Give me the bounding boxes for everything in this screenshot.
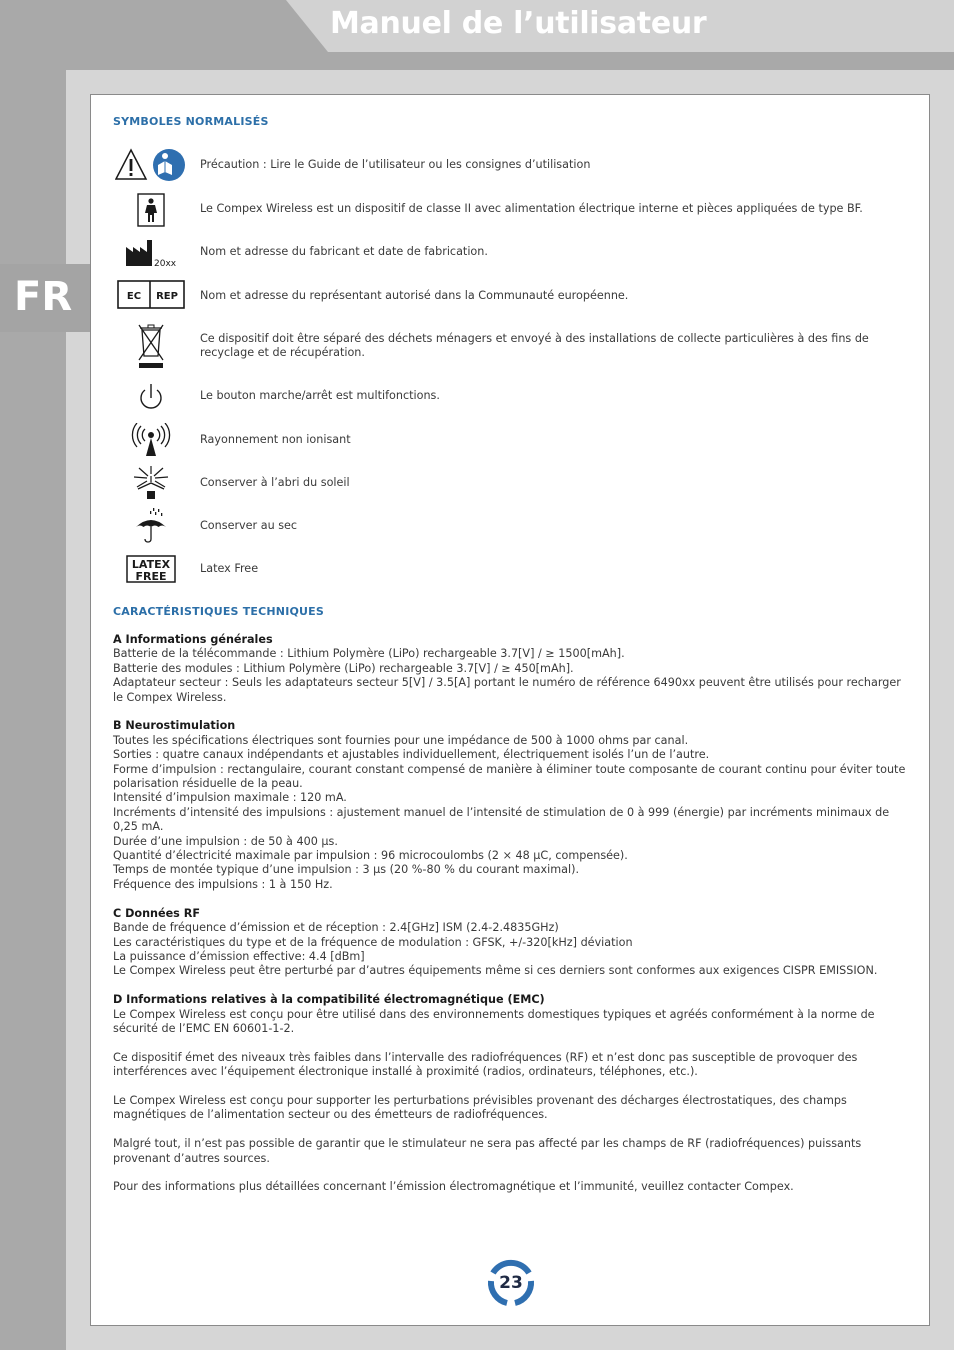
spec-line: Durée d’une impulsion : de 50 à 400 µs. (113, 834, 338, 848)
spec-paragraph: Pour des informations plus détaillées concernant l’émission électromagnétique et l’immunité, veuillez contacter Compex. (113, 1180, 794, 1194)
spec-line: Quantité d’électricité maximale par impulsion : 96 microcoulombs (2 × 48 µC, compensée). (113, 849, 628, 863)
page-title: Manuel de l’utilisateur (330, 6, 707, 41)
power-icon (111, 382, 191, 418)
symbol-description: Le Compex Wireless est un dispositif de classe II avec alimentation électrique interne et pièces appliquées de type BF. (200, 202, 863, 215)
sun-icon (111, 465, 191, 505)
symbol-description: Le bouton marche/arrêt est multifonctions. (200, 389, 440, 402)
warning-manual-icon (111, 147, 191, 187)
rep-label: REP (156, 291, 178, 302)
spec-paragraph: Le Compex Wireless est conçu pour être utilisé dans des environnements domestiques typiques et agréés conformément à la norme de sécurité de l’EMC EN 60601-1-2. (113, 1007, 875, 1035)
spec-heading: A Informations générales (113, 633, 273, 646)
language-tab (0, 264, 90, 332)
spec-paragraph: Le Compex Wireless est conçu pour supporter les perturbations prévisibles provenant des décharges électrostatiques, des champs magnétiques de l’alimentation secteur ou des émetteurs de radiofréquences. (113, 1093, 847, 1122)
spec-line: Incréments d’intensité des impulsions : ajustement manuel de l’intensité de stimulation de 0 à 999 (énergie) par incréments minimaux de 0,25 mA. (113, 805, 890, 834)
latex-free-icon (111, 555, 191, 587)
symbol-description: Ce dispositif doit être séparé des déchets ménagers et envoyé à des installations de collecte particulières à des fins de recyclage et de récupération. (200, 332, 869, 359)
document-page (90, 94, 930, 1326)
spec-heading: D Informations relatives à la compatibilité électromagnétique (EMC) (113, 993, 545, 1007)
weee-bin-icon (111, 322, 191, 374)
manufacturer-year-label: 20xx (154, 259, 177, 269)
symbol-description: Latex Free (200, 562, 259, 575)
language-label: FR (14, 274, 73, 320)
latex-label: LATEX (131, 558, 171, 571)
ec-label: EC (126, 291, 142, 302)
spec-line: Les caractéristiques du type et de la fréquence de modulation : GFSK, +/-320[kHz] déviation (113, 935, 633, 949)
type-bf-icon (111, 193, 191, 231)
umbrella-icon (111, 507, 191, 549)
manufacturer-icon (111, 237, 191, 273)
top-band (66, 52, 954, 70)
tech-specs (113, 633, 913, 1195)
page-number-badge (481, 1253, 541, 1313)
left-sidebar (0, 52, 66, 1350)
spec-paragraph: Ce dispositif émet des niveaux très faibles dans l’intervalle des radiofréquences (RF) et n’est donc pas susceptible de provoquer des interférences avec l’équipement électronique installé à proximité (radios, ordinateurs, téléphones, etc.). (113, 1050, 858, 1079)
symbols-section-title: SYMBOLES NORMALISÉS (113, 115, 269, 128)
spec-line: Forme d’impulsion : rectangulaire, courant constant compensé de manière à éliminer toute composante de courant continu pour éviter toute polarisation résiduelle de la peau. (113, 762, 906, 791)
symbol-description: Conserver à l’abri du soleil (200, 476, 350, 489)
symbol-description: Rayonnement non ionisant (200, 433, 351, 446)
tech-section-title: CARACTÉRISTIQUES TECHNIQUES (113, 605, 325, 618)
spec-line: Intensité d’impulsion maximale : 120 mA. (113, 791, 347, 805)
spec-line: Batterie de la télécommande : Lithium Polymère (LiPo) rechargeable 3.7[V] / ≥ 1500[mAh]. (113, 647, 625, 661)
free-label: FREE (135, 570, 167, 583)
symbol-description: Conserver au sec (200, 519, 298, 532)
spec-line: Le Compex Wireless peut être perturbé par d’autres équipements même si ces derniers sont conformes aux exigences CISPR EMISSION. (113, 964, 878, 978)
spec-line: Batterie des modules : Lithium Polymère (LiPo) rechargeable 3.7[V] / ≥ 450[mAh]. (113, 661, 574, 675)
symbol-description: Précaution : Lire le Guide de l’utilisateur ou les consignes d’utilisation (200, 158, 591, 171)
ec-rep-icon (111, 280, 191, 314)
spec-line: La puissance d’émission effective: 4.4 [dBm] (113, 949, 365, 963)
spec-heading: C Données RF (113, 906, 200, 920)
spec-line: Toutes les spécifications électriques sont fournies pour une impédance de 500 à 1000 ohms par canal. (113, 733, 689, 747)
spec-paragraph: Malgré tout, il n’est pas possible de garantir que le stimulateur ne sera pas affecté par les champs de RF (radiofréquences) puissants provenant d’autres sources. (113, 1137, 862, 1165)
spec-heading: B Neurostimulation (113, 719, 236, 733)
spec-line: Bande de fréquence d’émission et de réception : 2.4[GHz] ISM (2.4-2.4835GHz) (113, 921, 559, 935)
spec-line: Adaptateur secteur : Seuls les adaptateurs secteur 5[V] / 3.5[A] portant le numéro de référence 6490xx peuvent être utilisés pour recharger le Compex Wireless. (113, 676, 901, 704)
spec-line: Sorties : quatre canaux indépendants et ajustables individuellement, électriquement isolés l’un de l’autre. (113, 748, 710, 762)
spec-line: Fréquence des impulsions : 1 à 150 Hz. (113, 877, 333, 891)
page-number: 23 (499, 1273, 523, 1293)
symbol-description: Nom et adresse du représentant autorisé dans la Communauté européenne. (200, 289, 629, 302)
radiation-icon (111, 423, 191, 463)
symbol-description: Nom et adresse du fabricant et date de fabrication. (200, 245, 488, 258)
spec-line: Temps de montée typique d’une impulsion : 3 µs (20 %-80 % du courant maximal). (113, 863, 580, 877)
